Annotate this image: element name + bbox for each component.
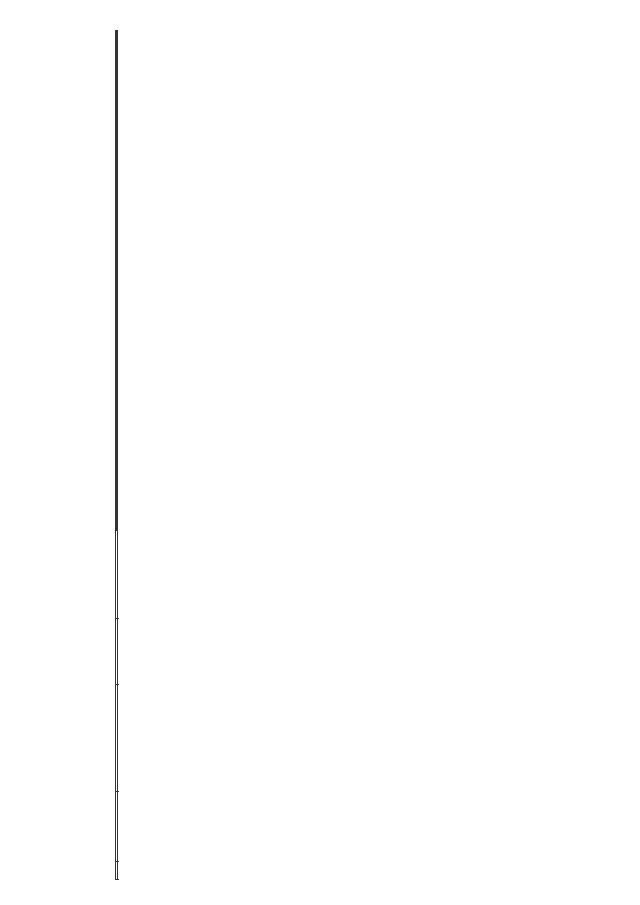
header-year — [117, 114, 118, 197]
header-year — [117, 197, 118, 280]
program-funding-table — [115, 30, 118, 880]
header-object — [116, 684, 118, 791]
header-total — [116, 531, 118, 619]
table-header — [116, 31, 118, 880]
header-source — [116, 618, 118, 684]
header-year — [117, 31, 118, 115]
header-municipality — [116, 792, 118, 862]
rotated-table-wrapper — [115, 30, 595, 880]
header-no — [116, 862, 118, 880]
header-year — [117, 364, 118, 447]
header-year — [117, 447, 118, 530]
header-year — [117, 281, 118, 364]
